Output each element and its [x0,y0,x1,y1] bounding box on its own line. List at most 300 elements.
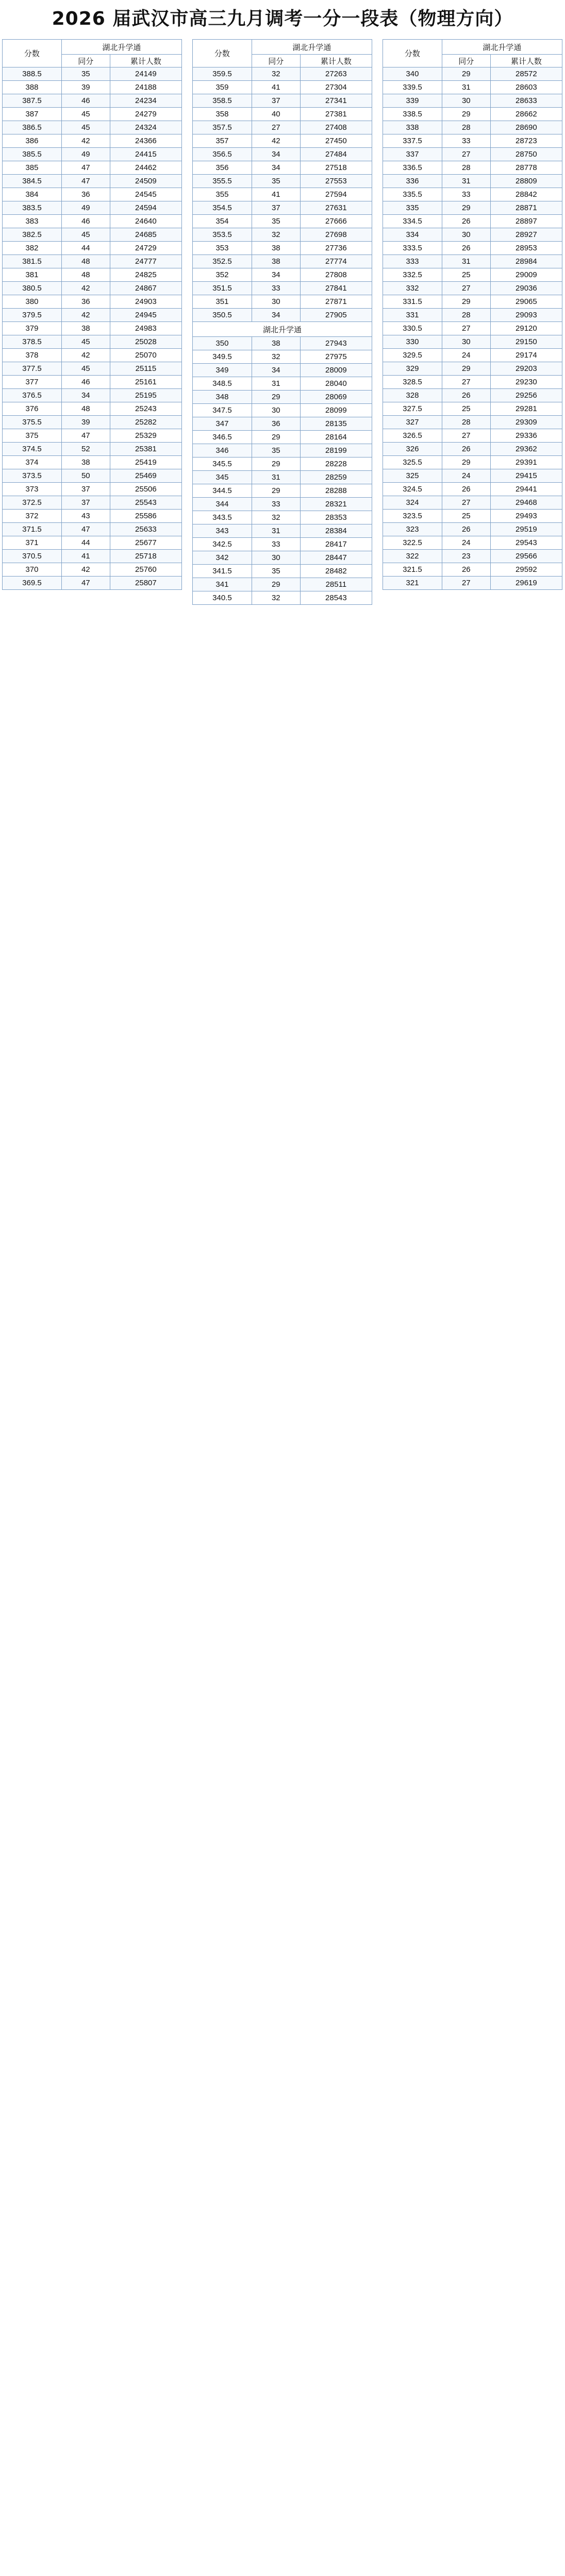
count-cell: 31 [442,175,490,188]
score-cell: 338 [383,121,442,134]
table-row [193,524,372,538]
table-row [193,175,372,188]
count-cell: 31 [252,524,300,538]
table-row [3,268,182,282]
table-row [383,67,562,81]
cumulative-cell: 28069 [300,391,372,404]
score-cell: 335.5 [383,188,442,201]
cumulative-cell: 27871 [300,295,372,309]
cumulative-cell: 24149 [110,67,181,81]
cumulative-cell: 25419 [110,456,181,469]
table-row [3,550,182,563]
cumulative-cell: 27518 [300,161,372,175]
score-cell: 369.5 [3,577,62,590]
cumulative-cell: 28099 [300,404,372,417]
count-cell: 37 [61,483,110,496]
score-cell: 339 [383,94,442,108]
score-cell: 359 [193,81,252,94]
cumulative-cell: 28164 [300,431,372,444]
table-row [193,565,372,578]
score-cell: 353.5 [193,228,252,242]
count-cell: 36 [252,417,300,431]
cumulative-cell: 29036 [490,282,562,295]
cumulative-cell: 25028 [110,335,181,349]
score-cell: 341.5 [193,565,252,578]
score-cell: 346.5 [193,431,252,444]
cumulative-cell: 27774 [300,255,372,268]
cumulative-cell: 25161 [110,376,181,389]
score-cell: 324 [383,496,442,510]
count-header: 同分 [252,55,300,67]
table-row [383,443,562,456]
count-cell: 38 [61,322,110,335]
table-row [3,349,182,362]
cumulative-cell: 28543 [300,591,372,605]
score-cell: 340.5 [193,591,252,605]
score-cell: 338.5 [383,108,442,121]
count-cell: 30 [442,335,490,349]
cumulative-cell: 28984 [490,255,562,268]
cumulative-cell: 24462 [110,161,181,175]
score-cell: 322 [383,550,442,563]
cumulative-cell: 24594 [110,201,181,215]
count-cell: 26 [442,563,490,577]
cumulative-cell: 27263 [300,67,372,81]
table-row [193,417,372,431]
table-header-row [383,40,562,55]
score-cell: 326 [383,443,442,456]
table-row [383,429,562,443]
cumulative-cell: 24415 [110,148,181,161]
count-cell: 30 [252,295,300,309]
score-cell: 356.5 [193,148,252,161]
score-cell: 344.5 [193,484,252,498]
table-row [3,201,182,215]
cumulative-cell: 29566 [490,550,562,563]
cumulative-cell: 27553 [300,175,372,188]
cumulative-cell: 27450 [300,134,372,148]
cumulative-cell: 24545 [110,188,181,201]
score-cell: 381.5 [3,255,62,268]
count-cell: 49 [61,148,110,161]
score-cell: 357 [193,134,252,148]
cumulative-cell: 28572 [490,67,562,81]
cumulative-cell: 28603 [490,81,562,94]
table-row [193,255,372,268]
count-cell: 38 [252,242,300,255]
count-cell: 52 [61,443,110,456]
count-cell: 47 [61,161,110,175]
table-row [193,161,372,175]
score-cell: 350 [193,337,252,350]
score-cell: 336 [383,175,442,188]
table-row [193,498,372,511]
cumulative-cell: 28662 [490,108,562,121]
count-cell: 43 [61,510,110,523]
count-cell: 29 [252,484,300,498]
score-cell: 324.5 [383,483,442,496]
table-row [383,349,562,362]
score-cell: 348 [193,391,252,404]
score-cell: 329 [383,362,442,376]
table-row [193,511,372,524]
table-row [193,551,372,565]
table-row [193,444,372,457]
score-cell: 376 [3,402,62,416]
cumulative-cell: 29493 [490,510,562,523]
count-cell: 35 [252,175,300,188]
score-cell: 384.5 [3,175,62,188]
score-cell: 351 [193,295,252,309]
score-cell: 372.5 [3,496,62,510]
table-row [193,364,372,377]
count-cell: 42 [61,282,110,295]
count-cell: 29 [252,431,300,444]
table-row [193,295,372,309]
count-cell: 42 [61,349,110,362]
score-cell: 387 [3,108,62,121]
cumulative-cell: 29065 [490,295,562,309]
cumulative-cell: 28228 [300,457,372,471]
table-row [193,268,372,282]
count-cell: 33 [252,282,300,295]
count-cell: 29 [442,108,490,121]
cumulative-cell: 28897 [490,215,562,228]
table-row [193,309,372,322]
count-cell: 38 [61,456,110,469]
score-cell: 382.5 [3,228,62,242]
count-cell: 28 [442,416,490,429]
table-row [3,295,182,309]
score-cell: 383.5 [3,201,62,215]
group-midheader: 湖北升学通 [193,322,372,337]
cumulative-cell: 25243 [110,402,181,416]
score-cell: 373 [3,483,62,496]
score-cell: 383 [3,215,62,228]
cumulative-cell: 29309 [490,416,562,429]
score-cell: 341 [193,578,252,591]
cumulative-cell: 24903 [110,295,181,309]
count-cell: 29 [442,201,490,215]
score-cell: 384 [3,188,62,201]
count-cell: 26 [442,242,490,255]
score-cell: 339.5 [383,81,442,94]
cumulative-cell: 28871 [490,201,562,215]
cumulative-cell: 28384 [300,524,372,538]
table-header-row [193,40,372,55]
score-cell: 373.5 [3,469,62,483]
score-cell: 374 [3,456,62,469]
score-cell: 340 [383,67,442,81]
count-cell: 35 [61,67,110,81]
count-cell: 34 [252,309,300,322]
score-cell: 377 [3,376,62,389]
cumulative-cell: 28953 [490,242,562,255]
count-cell: 32 [252,67,300,81]
score-cell: 344 [193,498,252,511]
score-cell: 351.5 [193,282,252,295]
table-row [3,215,182,228]
table-row [193,404,372,417]
group-header: 湖北升学通 [442,40,562,55]
count-cell: 29 [252,578,300,591]
table-row [193,121,372,134]
score-cell: 328 [383,389,442,402]
count-cell: 30 [442,94,490,108]
cumulative-cell: 25115 [110,362,181,376]
score-cell: 380.5 [3,282,62,295]
count-cell: 28 [442,161,490,175]
score-cell: 329.5 [383,349,442,362]
score-header: 分数 [3,40,62,67]
count-cell: 27 [442,376,490,389]
score-cell: 349 [193,364,252,377]
cumulative-cell: 24983 [110,322,181,335]
count-cell: 31 [252,377,300,391]
count-cell: 31 [252,471,300,484]
score-table [192,39,372,605]
group-header: 湖北升学通 [61,40,181,55]
count-cell: 50 [61,469,110,483]
table-row [3,443,182,456]
score-cell: 375 [3,429,62,443]
table-row [3,483,182,496]
cumulative-cell: 27905 [300,309,372,322]
count-cell: 25 [442,268,490,282]
table-row [193,471,372,484]
table-row [383,108,562,121]
table-row [3,121,182,134]
score-header: 分数 [383,40,442,67]
score-cell: 378.5 [3,335,62,349]
count-cell: 28 [442,309,490,322]
cumulative-cell: 29519 [490,523,562,536]
score-cell: 371.5 [3,523,62,536]
score-cell: 343.5 [193,511,252,524]
cumulative-cell: 27408 [300,121,372,134]
cumulative-cell: 27666 [300,215,372,228]
score-cell: 327.5 [383,402,442,416]
cumulative-cell: 29009 [490,268,562,282]
count-cell: 38 [252,337,300,350]
cumulative-cell: 27341 [300,94,372,108]
cumulative-cell: 29120 [490,322,562,335]
table-row [193,337,372,350]
table-row [383,536,562,550]
score-cell: 342 [193,551,252,565]
table-row [383,577,562,590]
score-cell: 370 [3,563,62,577]
score-cell: 371 [3,536,62,550]
score-cell: 380 [3,295,62,309]
score-cell: 323 [383,523,442,536]
cumulative-cell: 25195 [110,389,181,402]
score-cell: 387.5 [3,94,62,108]
count-cell: 26 [442,389,490,402]
table-row [383,228,562,242]
score-cell: 332 [383,282,442,295]
cumulative-cell: 25282 [110,416,181,429]
count-cell: 39 [61,416,110,429]
score-cell: 349.5 [193,350,252,364]
table-row [383,121,562,134]
score-cell: 354 [193,215,252,228]
table-row [3,510,182,523]
score-cell: 385.5 [3,148,62,161]
score-cell: 388.5 [3,67,62,81]
count-cell: 34 [252,364,300,377]
count-cell: 31 [442,81,490,94]
cumulative-cell: 24777 [110,255,181,268]
table-row [3,577,182,590]
cumulative-cell: 24279 [110,108,181,121]
count-cell: 33 [252,538,300,551]
count-cell: 38 [252,255,300,268]
count-cell: 46 [61,376,110,389]
score-cell: 357.5 [193,121,252,134]
table-row [193,215,372,228]
score-column [383,39,562,590]
cumulative-cell: 29391 [490,456,562,469]
score-cell: 388 [3,81,62,94]
score-cell: 325 [383,469,442,483]
table-row [383,161,562,175]
score-cell: 331 [383,309,442,322]
table-row [3,362,182,376]
cumulative-cell: 25469 [110,469,181,483]
table-row [383,295,562,309]
cumulative-cell: 24234 [110,94,181,108]
count-cell: 29 [442,362,490,376]
table-row [3,255,182,268]
table-row [383,389,562,402]
table-row [383,402,562,416]
table-row [193,591,372,605]
score-cell: 335 [383,201,442,215]
count-cell: 41 [252,81,300,94]
cumulative-cell: 25381 [110,443,181,456]
table-row [193,134,372,148]
count-cell: 35 [252,444,300,457]
table-row [383,510,562,523]
cumulative-cell: 24509 [110,175,181,188]
count-cell: 27 [442,429,490,443]
cumulative-cell: 25586 [110,510,181,523]
table-row [383,268,562,282]
cumulative-cell: 25329 [110,429,181,443]
score-cell: 333.5 [383,242,442,255]
table-row [383,563,562,577]
table-row [3,496,182,510]
count-cell: 44 [61,242,110,255]
score-cell: 323.5 [383,510,442,523]
table-row [383,255,562,268]
score-cell: 354.5 [193,201,252,215]
score-cell: 343 [193,524,252,538]
cumulative-cell: 28927 [490,228,562,242]
score-cell: 346 [193,444,252,457]
cumulative-cell: 24729 [110,242,181,255]
count-cell: 37 [252,94,300,108]
count-cell: 42 [61,309,110,322]
score-cell: 337.5 [383,134,442,148]
table-row [383,362,562,376]
score-cell: 342.5 [193,538,252,551]
score-cell: 322.5 [383,536,442,550]
score-cell: 334 [383,228,442,242]
table-row [383,215,562,228]
count-cell: 33 [252,498,300,511]
cumulative-cell: 28447 [300,551,372,565]
table-row [3,134,182,148]
cumulative-cell: 28135 [300,417,372,431]
count-cell: 23 [442,550,490,563]
count-cell: 28 [442,121,490,134]
cumulative-cell: 29592 [490,563,562,577]
count-cell: 47 [61,523,110,536]
table-row [383,188,562,201]
cumulative-cell: 29281 [490,402,562,416]
score-cell: 321 [383,577,442,590]
table-row [3,282,182,295]
table-midheader-row [193,322,372,337]
table-row [3,429,182,443]
table-row [3,309,182,322]
cumulative-cell: 24685 [110,228,181,242]
table-row [193,242,372,255]
score-cell: 321.5 [383,563,442,577]
table-row [3,94,182,108]
cumulative-header: 累计人数 [490,55,562,67]
score-cell: 352 [193,268,252,282]
cumulative-cell: 27594 [300,188,372,201]
count-cell: 40 [252,108,300,121]
table-row [193,578,372,591]
table-row [3,228,182,242]
cumulative-cell: 27381 [300,108,372,121]
cumulative-cell: 25807 [110,577,181,590]
score-cell: 326.5 [383,429,442,443]
table-header-row [3,40,182,55]
cumulative-cell: 29415 [490,469,562,483]
count-cell: 30 [252,551,300,565]
table-row [193,67,372,81]
table-row [383,309,562,322]
cumulative-cell: 25718 [110,550,181,563]
table-row [383,416,562,429]
score-cell: 337 [383,148,442,161]
cumulative-cell: 29203 [490,362,562,376]
count-cell: 24 [442,349,490,362]
score-cell: 350.5 [193,309,252,322]
table-row [193,108,372,121]
cumulative-cell: 27736 [300,242,372,255]
score-cell: 333 [383,255,442,268]
table-row [383,335,562,349]
cumulative-cell: 29441 [490,483,562,496]
cumulative-cell: 28633 [490,94,562,108]
table-row [383,175,562,188]
table-row [383,282,562,295]
count-cell: 25 [442,402,490,416]
cumulative-cell: 27698 [300,228,372,242]
score-column [2,39,182,590]
count-cell: 27 [442,282,490,295]
score-cell: 355.5 [193,175,252,188]
cumulative-cell: 29468 [490,496,562,510]
table-row [193,377,372,391]
score-cell: 375.5 [3,416,62,429]
